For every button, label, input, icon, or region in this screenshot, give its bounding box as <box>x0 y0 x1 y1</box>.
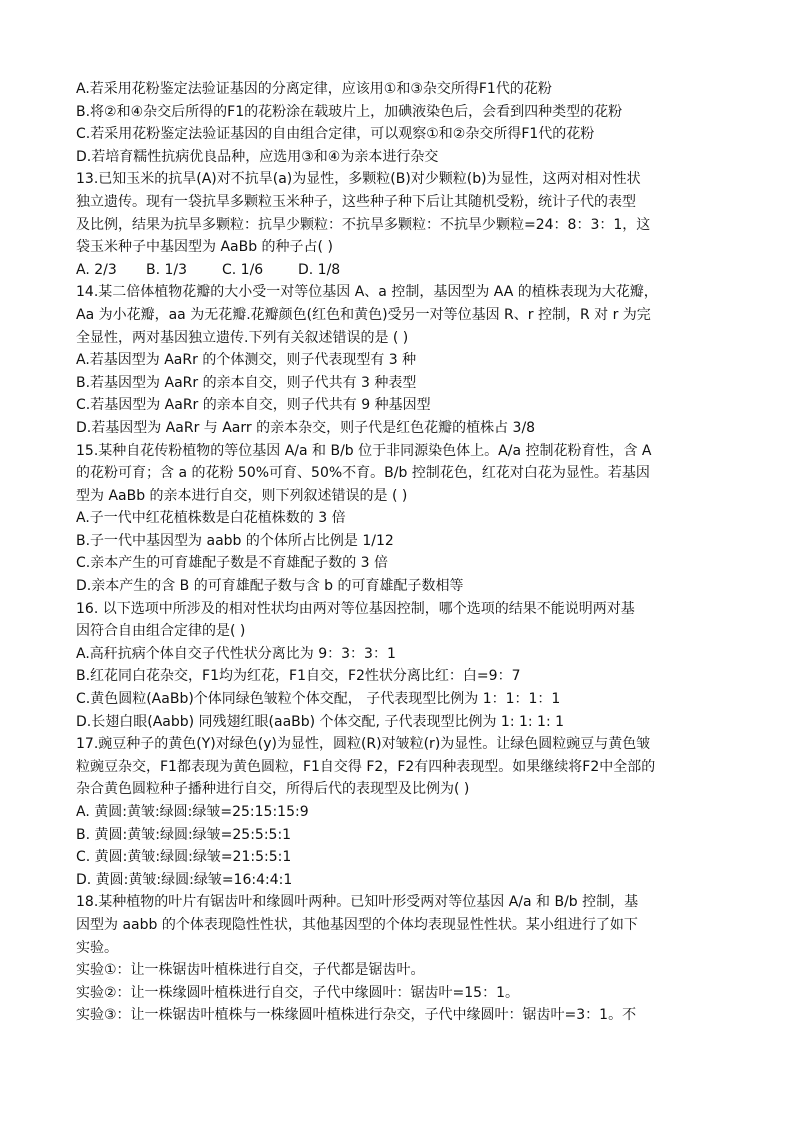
q17-stem-line: 粒豌豆杂交，F1都表现为黄色圆粒，F1自交得 F2，F2有四种表现型。如果继续将F2中全部的 <box>76 758 656 775</box>
q13-options-row <box>76 259 736 282</box>
q16-option-b: B.红花同白花杂交，F1均为红花，F1自交，F2性状分离比红：白=9：7 <box>76 668 521 685</box>
q13-stem-line: 袋玉米种子中基因型为 AaBb 的种子占( ) <box>76 239 333 256</box>
q13-stem-line: 独立遗传。现有一袋抗旱多颗粒玉米种子，这些种子种下后让其随机受粉，统计子代的表型 <box>76 193 636 210</box>
question-14 <box>76 281 736 439</box>
question-15 <box>76 440 736 598</box>
q14-option-b: B.若基因型为 AaRr 的亲本自交，则子代共有 3 种表型 <box>76 374 417 391</box>
q16-stem-line: 因符合自由组合定律的是( ) <box>76 623 246 640</box>
question-16 <box>76 598 736 734</box>
q16-option-a: A.高秆抗病个体自交子代性状分离比为 9：3：3：1 <box>76 645 396 662</box>
q18-experiment-3: 实验③：让一株锯齿叶植株与一株缘圆叶植株进行杂交，子代中缘圆叶：锯齿叶=3：1。不 <box>76 1007 637 1024</box>
q15-option-c: C.亲本产生的可育雄配子数是不育雄配子数的 3 倍 <box>76 555 389 572</box>
q17-option-c: C. 黄圆:黄皱:绿圆:绿皱=21:5:5:1 <box>76 849 292 866</box>
q14-option-a: A.若基因型为 AaRr 的个体测交，则子代表现型有 3 种 <box>76 352 417 369</box>
q14-stem-line: 全显性，两对基因独立遗传.下列有关叙述错误的是 ( ) <box>76 329 409 346</box>
q15-stem-line: 型为 AaBb 的亲本进行自交，则下列叙述错误的是 ( ) <box>76 487 408 504</box>
q15-option-d: D.亲本产生的含 B 的可育雄配子数与含 b 的可育雄配子数相等 <box>76 578 464 595</box>
q17-option-b: B. 黄圆:黄皱:绿圆:绿皱=25:5:5:1 <box>76 826 292 843</box>
q15-stem-line: 15.某种自花传粉植物的等位基因 A/a 和 B/b 位于非同源染色体上。A/a 控制花粉育性，含 A <box>76 442 652 459</box>
q17-stem-line: 17.豌豆种子的黄色(Y)对绿色(y)为显性，圆粒(R)对皱粒(r)为显性。让绿色圆粒豌豆与黄色皱 <box>76 736 651 753</box>
q18-experiment-2: 实验②：让一株缘圆叶植株进行自交，子代中缘圆叶：锯齿叶=15：1。 <box>76 984 520 1001</box>
q15-stem-line: 的花粉可育；含 a 的花粉 50%可育、50%不育。B/b 控制花色，红花对白花为显性。若基因 <box>76 465 650 482</box>
q18-stem-line: 实验。 <box>76 939 118 956</box>
q18-experiment-1: 实验①：让一株锯齿叶植株进行自交，子代都是锯齿叶。 <box>76 962 425 979</box>
question-13 <box>76 168 736 281</box>
q18-stem-line: 18.某种植物的叶片有锯齿叶和缘圆叶两种。已知叶形受两对等位基因 A/a 和 B/b 控制，基 <box>76 894 639 911</box>
q13-option-c: C. 1/6 <box>222 261 264 278</box>
q17-option-a: A. 黄圆:黄皱:绿圆:绿皱=25:15:15:9 <box>76 804 309 820</box>
q12-option-d: D.若培育糯性抗病优良品种，应选用③和④为亲本进行杂交 <box>76 148 439 165</box>
q14-stem-line: 14.某二倍体植物花瓣的大小受一对等位基因 A、a 控制，基因型为 AA 的植株表现为大花瓣， <box>76 284 658 301</box>
q13-option-b: B. 1/3 <box>146 261 188 278</box>
q18-stem-line: 因型为 aabb 的个体表现隐性性状，其他基因型的个体均表现显性性状。某小组进行了如下 <box>76 916 638 933</box>
q12-option-c: C.若采用花粉鉴定法验证基因的自由组合定律，可以观察①和②杂交所得F1代的花粉 <box>76 126 595 143</box>
q15-option-b: B.子一代中基因型为 aabb 的个体所占比例是 1/12 <box>76 532 394 549</box>
q17-option-d: D. 黄圆:黄皱:绿圆:绿皱=16:4:4:1 <box>76 871 293 888</box>
q13-stem-line: 及比例，结果为抗旱多颗粒：抗旱少颗粒：不抗旱多颗粒：不抗旱少颗粒=24：8：3：1，这 <box>76 216 651 233</box>
question-17 <box>76 733 736 891</box>
exam-page <box>76 78 736 1027</box>
q14-option-c: C.若基因型为 AaRr 的亲本自交，则子代共有 9 种基因型 <box>76 397 431 414</box>
q12-option-a: A.若采用花粉鉴定法验证基因的分离定律，应该用①和③杂交所得F1代的花粉 <box>76 81 552 97</box>
q16-option-d: D.长翅白眼(Aabb) 同残翅红眼(aaBb) 个体交配, 子代表现型比例为 1: 1: 1: 1 <box>76 713 565 730</box>
question-12-options <box>76 78 736 168</box>
q15-option-a: A.子一代中红花植株数是白花植株数的 3 倍 <box>76 510 346 527</box>
q16-stem-line: 16. 以下选项中所涉及的相对性状均由两对等位基因控制，哪个选项的结果不能说明两对基 <box>76 600 635 617</box>
q16-option-c: C.黄色圆粒(AaBb)个体同绿色皱粒个体交配， 子代表现型比例为 1：1：1：1 <box>76 691 561 708</box>
question-18 <box>76 891 736 1027</box>
q13-option-d: D. 1/8 <box>298 261 341 278</box>
q17-stem-line: 杂合黄色圆粒种子播种进行自交，所得后代的表现型及比例为( ) <box>76 781 470 798</box>
q13-option-a: A. 2/3 <box>76 261 117 278</box>
q12-option-b: B.将②和④杂交后所得的F1的花粉涂在载玻片上，加碘液染色后，会看到四种类型的花粉 <box>76 103 623 120</box>
q14-option-d: D.若基因型为 AaRr 与 Aarr 的亲本杂交，则子代是红色花瓣的植株占 3/8 <box>76 419 536 436</box>
q14-stem-line: Aa 为小花瓣，aa 为无花瓣.花瓣颜色(红色和黄色)受另一对等位基因 R、r 控制，R 对 r 为完 <box>76 306 651 323</box>
q13-stem-line: 13.已知玉米的抗旱(A)对不抗旱(a)为显性，多颗粒(B)对少颗粒(b)为显性，这两对相对性状 <box>76 171 641 188</box>
